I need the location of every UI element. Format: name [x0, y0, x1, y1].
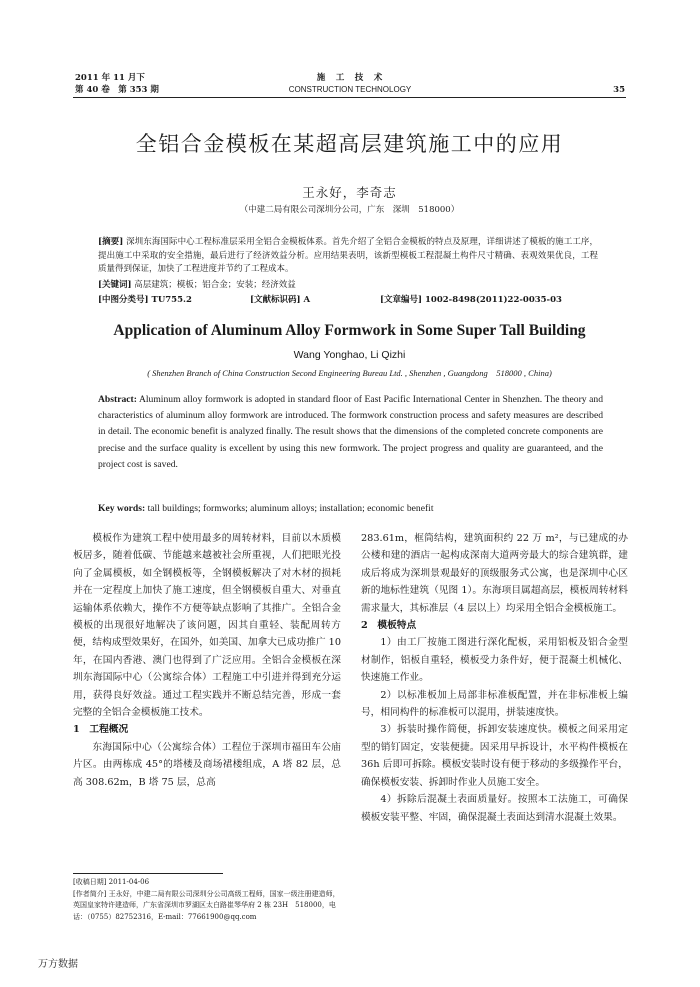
left-column: [73, 530, 341, 791]
keywords-cn-label: [关键词]: [98, 280, 132, 290]
keywords-cn: [98, 279, 598, 292]
abstract-en: [98, 392, 603, 473]
header-rule: [73, 97, 626, 98]
header-date: 2011 年 11 月下: [75, 73, 145, 83]
intro-paragraph: 模板作为建筑工程中使用最多的周转材料，目前以木质模板居多，随着低碳、节能越来越被社会所重视，人们把眼光投向了金属模板，如全钢模板等，全钢模板解决了对木材的损耗并在一定程度上加快了施工速度，但全钢模板自重大、对垂直运输体系依赖大，操作不方便等缺点影响了其推广。全铝合金模板的出现很好地解决了该问题，因其自重轻、装配周转方便，结构成型效果好，在国外，如美国、加拿大已成功推广 10 年，在国内香港、澳门也得到了广泛应用。全铝合金模板在深圳东海国际中心（公寓综合体）工程施工中引进并得到充分运用，获得良好效益。通过工程实践并不断总结完善，形成一套完整的全铝合金模板施工技术。: [73, 533, 341, 719]
affiliation-en: ( Shenzhen Branch of China Construction Second Engineering Bureau Ltd. , Shenzhen , Guangdong 518000 , China): [147, 368, 552, 378]
author-bio: [作者简介] 王永好，中建二局有限公司深圳分公司高级工程师，国家一级注册建造师，英国皇家特许建造师，广东省深圳市罗湖区太白路崔琴华府 2 栋 23H 518000，电话：（0755）82752316，E-mail：77661900@qq.com: [73, 889, 340, 921]
footnote-rule: [73, 873, 223, 874]
feature-item-3: 3）拆装时操作简便，拆卸安装速度快。模板之间采用定型的销钉固定，安装便捷。因采用早拆设计，水平构件模板在 36h 后即可拆除。模板安装时设有便于移动的多级操作平台，确保模板安装、拆卸时作业人员施工安全。: [361, 724, 628, 788]
keywords-cn-text: 高层建筑；模板；铝合金；安装；经济效益: [134, 280, 296, 290]
keywords-en-label: Key words:: [98, 503, 146, 514]
section-2-heading: 2 模板特点: [361, 620, 417, 632]
abstract-en-label: Abstract:: [98, 394, 137, 405]
section-1-paragraph: 东海国际中心（公寓综合体）工程位于深圳市福田车公庙片区。由两栋成 45°的塔楼及商场裙楼组成，A 塔 82 层，总高 308.62m，B 塔 75 层，总高: [73, 741, 341, 788]
received-date: [收稿日期] 2011-04-06: [73, 878, 150, 886]
header-volume: 第 40 卷 第 353 期: [75, 85, 159, 95]
section-1-heading: 1 工程概况: [73, 724, 129, 736]
clc-number: [中图分类号] TU755.2: [98, 295, 192, 305]
feature-item-4: 4）拆除后混凝土表面质量好。按照本工法施工，可确保模板安装平整、牢固，确保混凝土表面达到清水混凝土效果。: [361, 794, 628, 823]
header-journal-cn: 施 工 技 术: [316, 73, 384, 83]
authors-cn: 王永好，李奇志: [302, 185, 397, 200]
feature-item-1: 1）由工厂按施工图进行深化配板，采用铝板及铝合金型材制作，铝板自重轻，模板受力条件好，便于混凝土机械化、快速施工作业。: [361, 637, 628, 684]
classification-line: [98, 293, 598, 306]
keywords-en: [98, 501, 603, 516]
keywords-en-text: tall buildings; formworks; aluminum alloys; installation; economic benefit: [147, 503, 434, 514]
watermark: 万方数据: [38, 959, 78, 970]
article-number: [文章编号] 1002-8498(2011)22-0035-03: [380, 295, 562, 305]
title-en: Application of Aluminum Alloy Formwork in Some Super Tall Building: [113, 322, 586, 339]
abstract-cn: [98, 236, 598, 277]
authors-en: Wang Yonghao, Li Qizhi: [293, 349, 406, 361]
right-column: [361, 530, 628, 826]
doc-code: [文献标识码] A: [250, 295, 311, 305]
abstract-cn-label: [摘要]: [98, 237, 124, 247]
abstract-cn-text: 深圳东海国际中心工程标准层采用全铝合金模板体系。首先介绍了全铝合金模板的特点及原理，详细讲述了模板的施工工序，提出施工中采取的安全措施，最后进行了经济效益分析。应用结果表明，该新型模板工程混凝土构件尺寸精确、表观效果优良，工程质量得到保证，加快了工程进度并节约了工程成本。: [98, 237, 599, 274]
feature-item-2: 2）以标准板加上局部非标准板配置，并在非标准板上编号，相同构件的标准板可以混用，拼装速度快。: [361, 689, 628, 719]
page-number: 35: [613, 85, 625, 95]
continued-paragraph: 283.61m，框筒结构，建筑面积约 22 万 m²，与已建成的办公楼和建的酒店一起构成深南大道两旁最大的综合建筑群，建成后将成为深圳景观最好的顶级服务式公寓，也是深圳中心区新的地标性建筑（见图 1）。东海项目属超高层，模板周转材料需求量大，其标准层（4 层以上）均采用全铝合金模板施工。: [361, 533, 628, 614]
abstract-en-text: Aluminum alloy formwork is adopted in standard floor of East Pacific International Center in Shenzhen. The theory and characteristics of aluminum alloy formwork are introduced. The formwork construction process and safety measures are described in detail. The economic benefit is analyzed finally. The result shows that the dimensions of the completed concrete components are precise and the surface quality is excellent by using this new formwork. The project progress and quality are guaranteed, and the project cost is saved.: [98, 394, 603, 470]
header-journal-en: CONSTRUCTION TECHNOLOGY: [288, 85, 412, 94]
affiliation-cn: （中建二局有限公司深圳分公司，广东 深圳 518000）: [239, 205, 460, 215]
title-cn: 全铝合金模板在某超高层建筑施工中的应用: [135, 132, 564, 156]
footnote: [73, 877, 343, 923]
